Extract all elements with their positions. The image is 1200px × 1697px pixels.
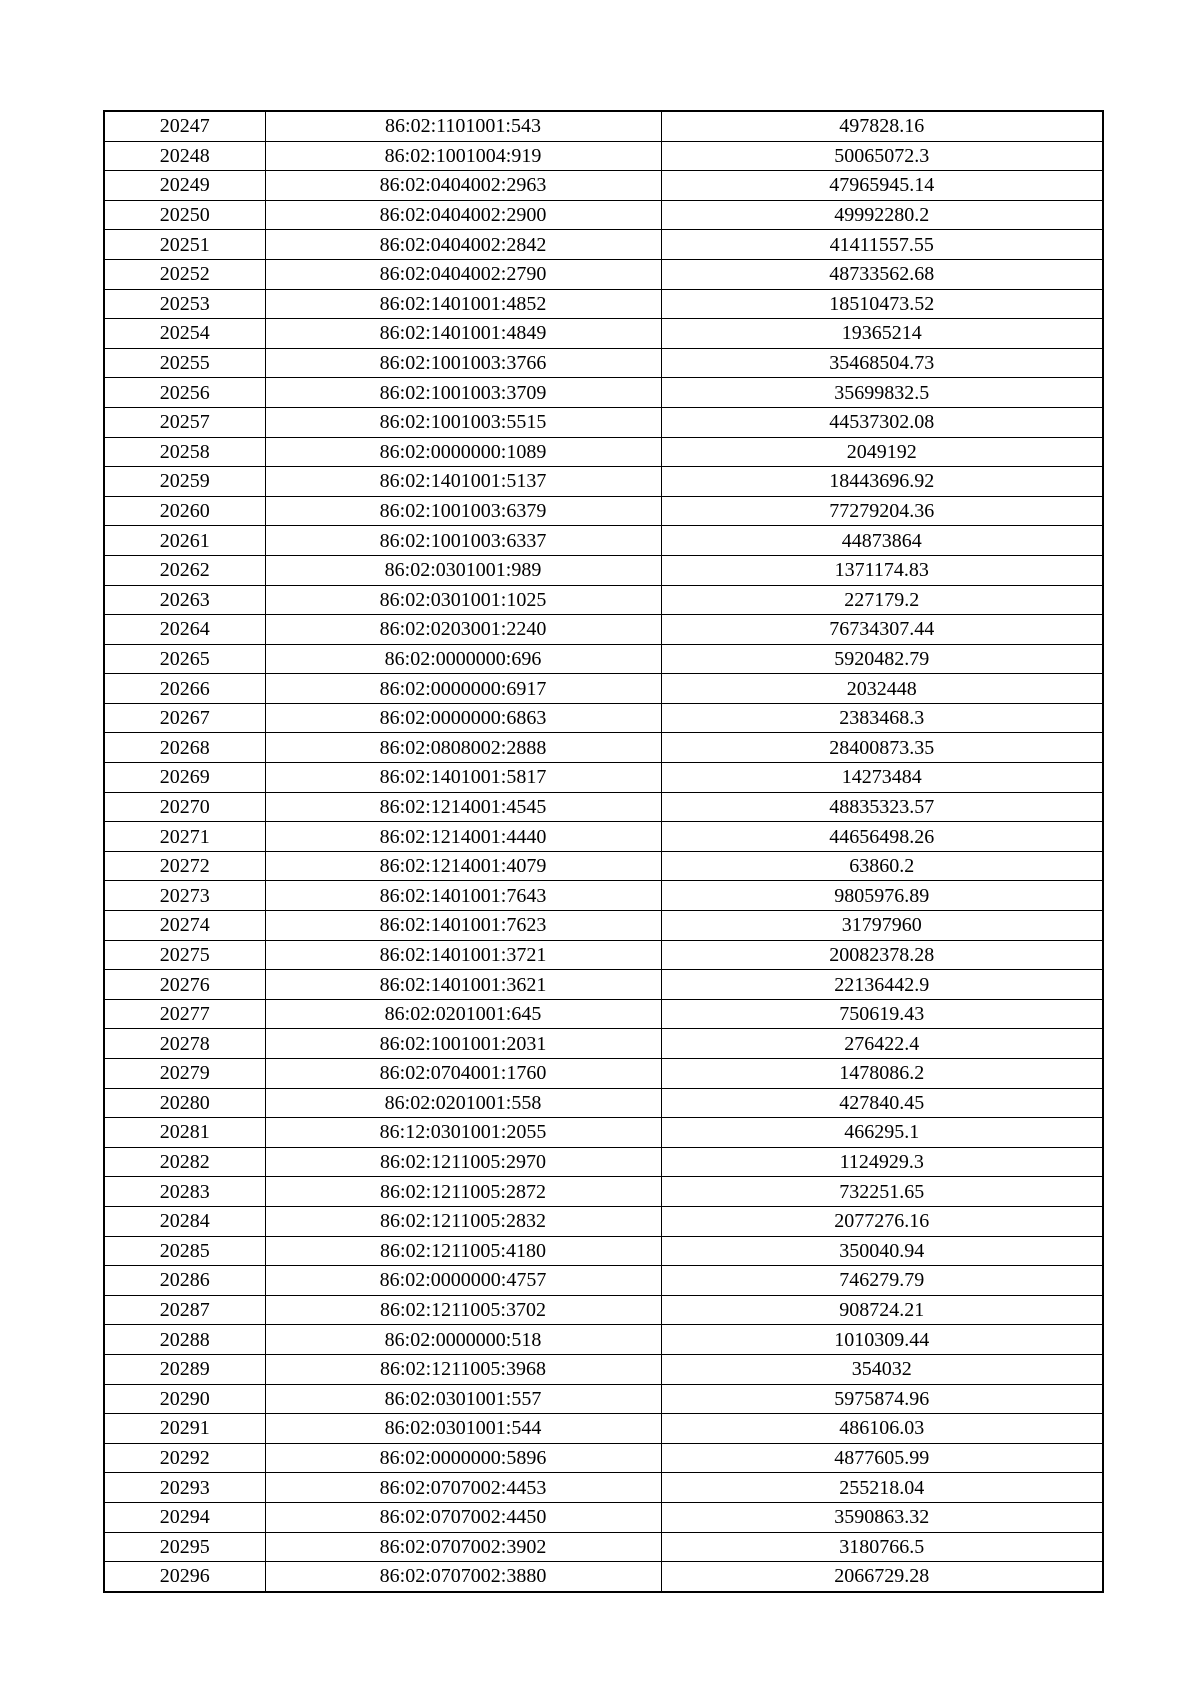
table-row — [104, 1118, 1103, 1148]
row-number-cell: 20279 — [104, 1059, 265, 1089]
cadastral-value-cell: 76734307.44 — [661, 615, 1103, 645]
row-number-cell: 20290 — [104, 1384, 265, 1414]
table-row — [104, 111, 1103, 141]
row-number-cell: 20249 — [104, 171, 265, 201]
table-row — [104, 289, 1103, 319]
cadastral-number-cell: 86:02:0404002:2900 — [265, 200, 661, 230]
cadastral-number-cell: 86:02:1001003:5515 — [265, 407, 661, 437]
cadastral-value-cell: 276422.4 — [661, 1029, 1103, 1059]
table-row — [104, 526, 1103, 556]
table-row — [104, 319, 1103, 349]
table-row — [104, 940, 1103, 970]
cadastral-value-cell: 908724.21 — [661, 1295, 1103, 1325]
row-number-cell: 20278 — [104, 1029, 265, 1059]
cadastral-value-cell: 3590863.32 — [661, 1502, 1103, 1532]
table-row — [104, 467, 1103, 497]
cadastral-value-cell: 35699832.5 — [661, 378, 1103, 408]
cadastral-value-cell: 5920482.79 — [661, 644, 1103, 674]
cadastral-number-cell: 86:02:1211005:2872 — [265, 1177, 661, 1207]
cadastral-value-cell: 732251.65 — [661, 1177, 1103, 1207]
cadastral-number-cell: 86:02:1214001:4545 — [265, 792, 661, 822]
cadastral-value-cell: 41411557.55 — [661, 230, 1103, 260]
row-number-cell: 20288 — [104, 1325, 265, 1355]
table-row — [104, 1562, 1103, 1592]
cadastral-value-cell: 427840.45 — [661, 1088, 1103, 1118]
table-row — [104, 674, 1103, 704]
cadastral-value-cell: 2049192 — [661, 437, 1103, 467]
cadastral-number-cell: 86:02:1211005:3968 — [265, 1354, 661, 1384]
row-number-cell: 20251 — [104, 230, 265, 260]
cadastral-number-cell: 86:02:1214001:4079 — [265, 851, 661, 881]
cadastral-number-cell: 86:02:0301001:1025 — [265, 585, 661, 615]
cadastral-value-cell: 48835323.57 — [661, 792, 1103, 822]
cadastral-value-cell: 350040.94 — [661, 1236, 1103, 1266]
table-row — [104, 585, 1103, 615]
cadastral-number-cell: 86:02:0808002:2888 — [265, 733, 661, 763]
cadastral-value-cell: 28400873.35 — [661, 733, 1103, 763]
table-row — [104, 703, 1103, 733]
cadastral-number-cell: 86:02:1401001:3721 — [265, 940, 661, 970]
row-number-cell: 20280 — [104, 1088, 265, 1118]
table-row — [104, 763, 1103, 793]
cadastral-number-cell: 86:02:1401001:5137 — [265, 467, 661, 497]
row-number-cell: 20260 — [104, 496, 265, 526]
row-number-cell: 20268 — [104, 733, 265, 763]
row-number-cell: 20273 — [104, 881, 265, 911]
cadastral-number-cell: 86:02:0404002:2790 — [265, 259, 661, 289]
cadastral-value-cell: 18443696.92 — [661, 467, 1103, 497]
cadastral-value-cell: 44873864 — [661, 526, 1103, 556]
row-number-cell: 20287 — [104, 1295, 265, 1325]
cadastral-value-table — [103, 110, 1104, 1593]
row-number-cell: 20286 — [104, 1266, 265, 1296]
cadastral-value-cell: 486106.03 — [661, 1414, 1103, 1444]
cadastral-value-cell: 22136442.9 — [661, 970, 1103, 1000]
cadastral-number-cell: 86:02:1401001:4852 — [265, 289, 661, 319]
cadastral-number-cell: 86:02:0707002:3880 — [265, 1562, 661, 1592]
cadastral-number-cell: 86:02:0704001:1760 — [265, 1059, 661, 1089]
table-row — [104, 1029, 1103, 1059]
table-row — [104, 999, 1103, 1029]
cadastral-number-cell: 86:02:1101001:543 — [265, 111, 661, 141]
cadastral-number-cell: 86:02:0707002:3902 — [265, 1532, 661, 1562]
cadastral-value-cell: 4877605.99 — [661, 1443, 1103, 1473]
row-number-cell: 20282 — [104, 1147, 265, 1177]
table-row — [104, 881, 1103, 911]
cadastral-number-cell: 86:02:0000000:1089 — [265, 437, 661, 467]
row-number-cell: 20269 — [104, 763, 265, 793]
row-number-cell: 20262 — [104, 555, 265, 585]
cadastral-number-cell: 86:02:1211005:2832 — [265, 1206, 661, 1236]
row-number-cell: 20272 — [104, 851, 265, 881]
cadastral-number-cell: 86:02:1211005:3702 — [265, 1295, 661, 1325]
row-number-cell: 20271 — [104, 822, 265, 852]
cadastral-number-cell: 86:02:1401001:7623 — [265, 911, 661, 941]
table-row — [104, 141, 1103, 171]
table-row — [104, 733, 1103, 763]
row-number-cell: 20294 — [104, 1502, 265, 1532]
row-number-cell: 20292 — [104, 1443, 265, 1473]
table-row — [104, 259, 1103, 289]
cadastral-value-cell: 47965945.14 — [661, 171, 1103, 201]
table-row — [104, 1236, 1103, 1266]
cadastral-value-cell: 1371174.83 — [661, 555, 1103, 585]
cadastral-value-cell: 14273484 — [661, 763, 1103, 793]
cadastral-number-cell: 86:02:1001003:6379 — [265, 496, 661, 526]
cadastral-value-cell: 2383468.3 — [661, 703, 1103, 733]
cadastral-value-cell: 750619.43 — [661, 999, 1103, 1029]
cadastral-number-cell: 86:02:1211005:2970 — [265, 1147, 661, 1177]
cadastral-number-cell: 86:12:0301001:2055 — [265, 1118, 661, 1148]
table-row — [104, 555, 1103, 585]
row-number-cell: 20289 — [104, 1354, 265, 1384]
table-row — [104, 1206, 1103, 1236]
table-row — [104, 200, 1103, 230]
row-number-cell: 20291 — [104, 1414, 265, 1444]
table-row — [104, 1266, 1103, 1296]
row-number-cell: 20284 — [104, 1206, 265, 1236]
row-number-cell: 20293 — [104, 1473, 265, 1503]
row-number-cell: 20275 — [104, 940, 265, 970]
row-number-cell: 20254 — [104, 319, 265, 349]
cadastral-value-cell: 3180766.5 — [661, 1532, 1103, 1562]
table-row — [104, 1532, 1103, 1562]
row-number-cell: 20264 — [104, 615, 265, 645]
table-row — [104, 496, 1103, 526]
cadastral-value-cell: 31797960 — [661, 911, 1103, 941]
table-row — [104, 644, 1103, 674]
table-row — [104, 1384, 1103, 1414]
row-number-cell: 20270 — [104, 792, 265, 822]
table-row — [104, 437, 1103, 467]
row-number-cell: 20274 — [104, 911, 265, 941]
table-row — [104, 1414, 1103, 1444]
table-row — [104, 822, 1103, 852]
cadastral-value-cell: 466295.1 — [661, 1118, 1103, 1148]
table-row — [104, 615, 1103, 645]
cadastral-value-cell: 50065072.3 — [661, 141, 1103, 171]
table-row — [104, 1354, 1103, 1384]
cadastral-number-cell: 86:02:0404002:2842 — [265, 230, 661, 260]
cadastral-number-cell: 86:02:1001001:2031 — [265, 1029, 661, 1059]
cadastral-value-cell: 2066729.28 — [661, 1562, 1103, 1592]
cadastral-value-cell: 2032448 — [661, 674, 1103, 704]
row-number-cell: 20261 — [104, 526, 265, 556]
cadastral-value-cell: 9805976.89 — [661, 881, 1103, 911]
row-number-cell: 20267 — [104, 703, 265, 733]
row-number-cell: 20295 — [104, 1532, 265, 1562]
row-number-cell: 20276 — [104, 970, 265, 1000]
table-row — [104, 1147, 1103, 1177]
cadastral-value-cell: 35468504.73 — [661, 348, 1103, 378]
table-row — [104, 1088, 1103, 1118]
table-row — [104, 230, 1103, 260]
table-row — [104, 1295, 1103, 1325]
cadastral-value-cell: 227179.2 — [661, 585, 1103, 615]
cadastral-number-cell: 86:02:1211005:4180 — [265, 1236, 661, 1266]
row-number-cell: 20257 — [104, 407, 265, 437]
cadastral-value-cell: 746279.79 — [661, 1266, 1103, 1296]
row-number-cell: 20253 — [104, 289, 265, 319]
cadastral-value-cell: 255218.04 — [661, 1473, 1103, 1503]
cadastral-number-cell: 86:02:0000000:6917 — [265, 674, 661, 704]
row-number-cell: 20248 — [104, 141, 265, 171]
cadastral-number-cell: 86:02:0301001:989 — [265, 555, 661, 585]
cadastral-number-cell: 86:02:1001003:3709 — [265, 378, 661, 408]
table-row — [104, 911, 1103, 941]
cadastral-number-cell: 86:02:0707002:4453 — [265, 1473, 661, 1503]
cadastral-number-cell: 86:02:1001004:919 — [265, 141, 661, 171]
cadastral-value-cell: 20082378.28 — [661, 940, 1103, 970]
cadastral-value-cell: 44537302.08 — [661, 407, 1103, 437]
cadastral-value-cell: 49992280.2 — [661, 200, 1103, 230]
cadastral-number-cell: 86:02:1401001:3621 — [265, 970, 661, 1000]
cadastral-number-cell: 86:02:1401001:7643 — [265, 881, 661, 911]
row-number-cell: 20265 — [104, 644, 265, 674]
table-row — [104, 792, 1103, 822]
row-number-cell: 20263 — [104, 585, 265, 615]
row-number-cell: 20247 — [104, 111, 265, 141]
row-number-cell: 20277 — [104, 999, 265, 1029]
table-row — [104, 1059, 1103, 1089]
cadastral-number-cell: 86:02:0000000:696 — [265, 644, 661, 674]
table-row — [104, 171, 1103, 201]
cadastral-number-cell: 86:02:0301001:557 — [265, 1384, 661, 1414]
cadastral-number-cell: 86:02:0201001:558 — [265, 1088, 661, 1118]
cadastral-value-cell: 1478086.2 — [661, 1059, 1103, 1089]
table-row — [104, 1325, 1103, 1355]
row-number-cell: 20250 — [104, 200, 265, 230]
table-row — [104, 378, 1103, 408]
row-number-cell: 20285 — [104, 1236, 265, 1266]
cadastral-number-cell: 86:02:1214001:4440 — [265, 822, 661, 852]
table-row — [104, 1502, 1103, 1532]
table-row — [104, 1473, 1103, 1503]
row-number-cell: 20258 — [104, 437, 265, 467]
row-number-cell: 20259 — [104, 467, 265, 497]
cadastral-value-cell: 18510473.52 — [661, 289, 1103, 319]
cadastral-number-cell: 86:02:0201001:645 — [265, 999, 661, 1029]
cadastral-number-cell: 86:02:0000000:4757 — [265, 1266, 661, 1296]
table-row — [104, 1443, 1103, 1473]
cadastral-value-cell: 1010309.44 — [661, 1325, 1103, 1355]
cadastral-number-cell: 86:02:1401001:4849 — [265, 319, 661, 349]
cadastral-number-cell: 86:02:0000000:6863 — [265, 703, 661, 733]
table-row — [104, 407, 1103, 437]
cadastral-value-cell: 1124929.3 — [661, 1147, 1103, 1177]
table-row — [104, 348, 1103, 378]
table-row — [104, 1177, 1103, 1207]
cadastral-number-cell: 86:02:0000000:5896 — [265, 1443, 661, 1473]
cadastral-value-cell: 44656498.26 — [661, 822, 1103, 852]
row-number-cell: 20255 — [104, 348, 265, 378]
cadastral-value-cell: 48733562.68 — [661, 259, 1103, 289]
row-number-cell: 20283 — [104, 1177, 265, 1207]
row-number-cell: 20256 — [104, 378, 265, 408]
table-row — [104, 851, 1103, 881]
cadastral-value-cell: 77279204.36 — [661, 496, 1103, 526]
cadastral-value-cell: 497828.16 — [661, 111, 1103, 141]
cadastral-number-cell: 86:02:0707002:4450 — [265, 1502, 661, 1532]
cadastral-value-cell: 19365214 — [661, 319, 1103, 349]
cadastral-number-cell: 86:02:0000000:518 — [265, 1325, 661, 1355]
cadastral-number-cell: 86:02:1401001:5817 — [265, 763, 661, 793]
row-number-cell: 20252 — [104, 259, 265, 289]
row-number-cell: 20266 — [104, 674, 265, 704]
row-number-cell: 20296 — [104, 1562, 265, 1592]
row-number-cell: 20281 — [104, 1118, 265, 1148]
cadastral-value-cell: 5975874.96 — [661, 1384, 1103, 1414]
cadastral-number-cell: 86:02:0203001:2240 — [265, 615, 661, 645]
cadastral-number-cell: 86:02:1001003:3766 — [265, 348, 661, 378]
cadastral-value-cell: 2077276.16 — [661, 1206, 1103, 1236]
cadastral-value-cell: 354032 — [661, 1354, 1103, 1384]
table-body — [104, 111, 1103, 1592]
cadastral-number-cell: 86:02:0301001:544 — [265, 1414, 661, 1444]
cadastral-value-cell: 63860.2 — [661, 851, 1103, 881]
cadastral-number-cell: 86:02:0404002:2963 — [265, 171, 661, 201]
cadastral-number-cell: 86:02:1001003:6337 — [265, 526, 661, 556]
table-row — [104, 970, 1103, 1000]
